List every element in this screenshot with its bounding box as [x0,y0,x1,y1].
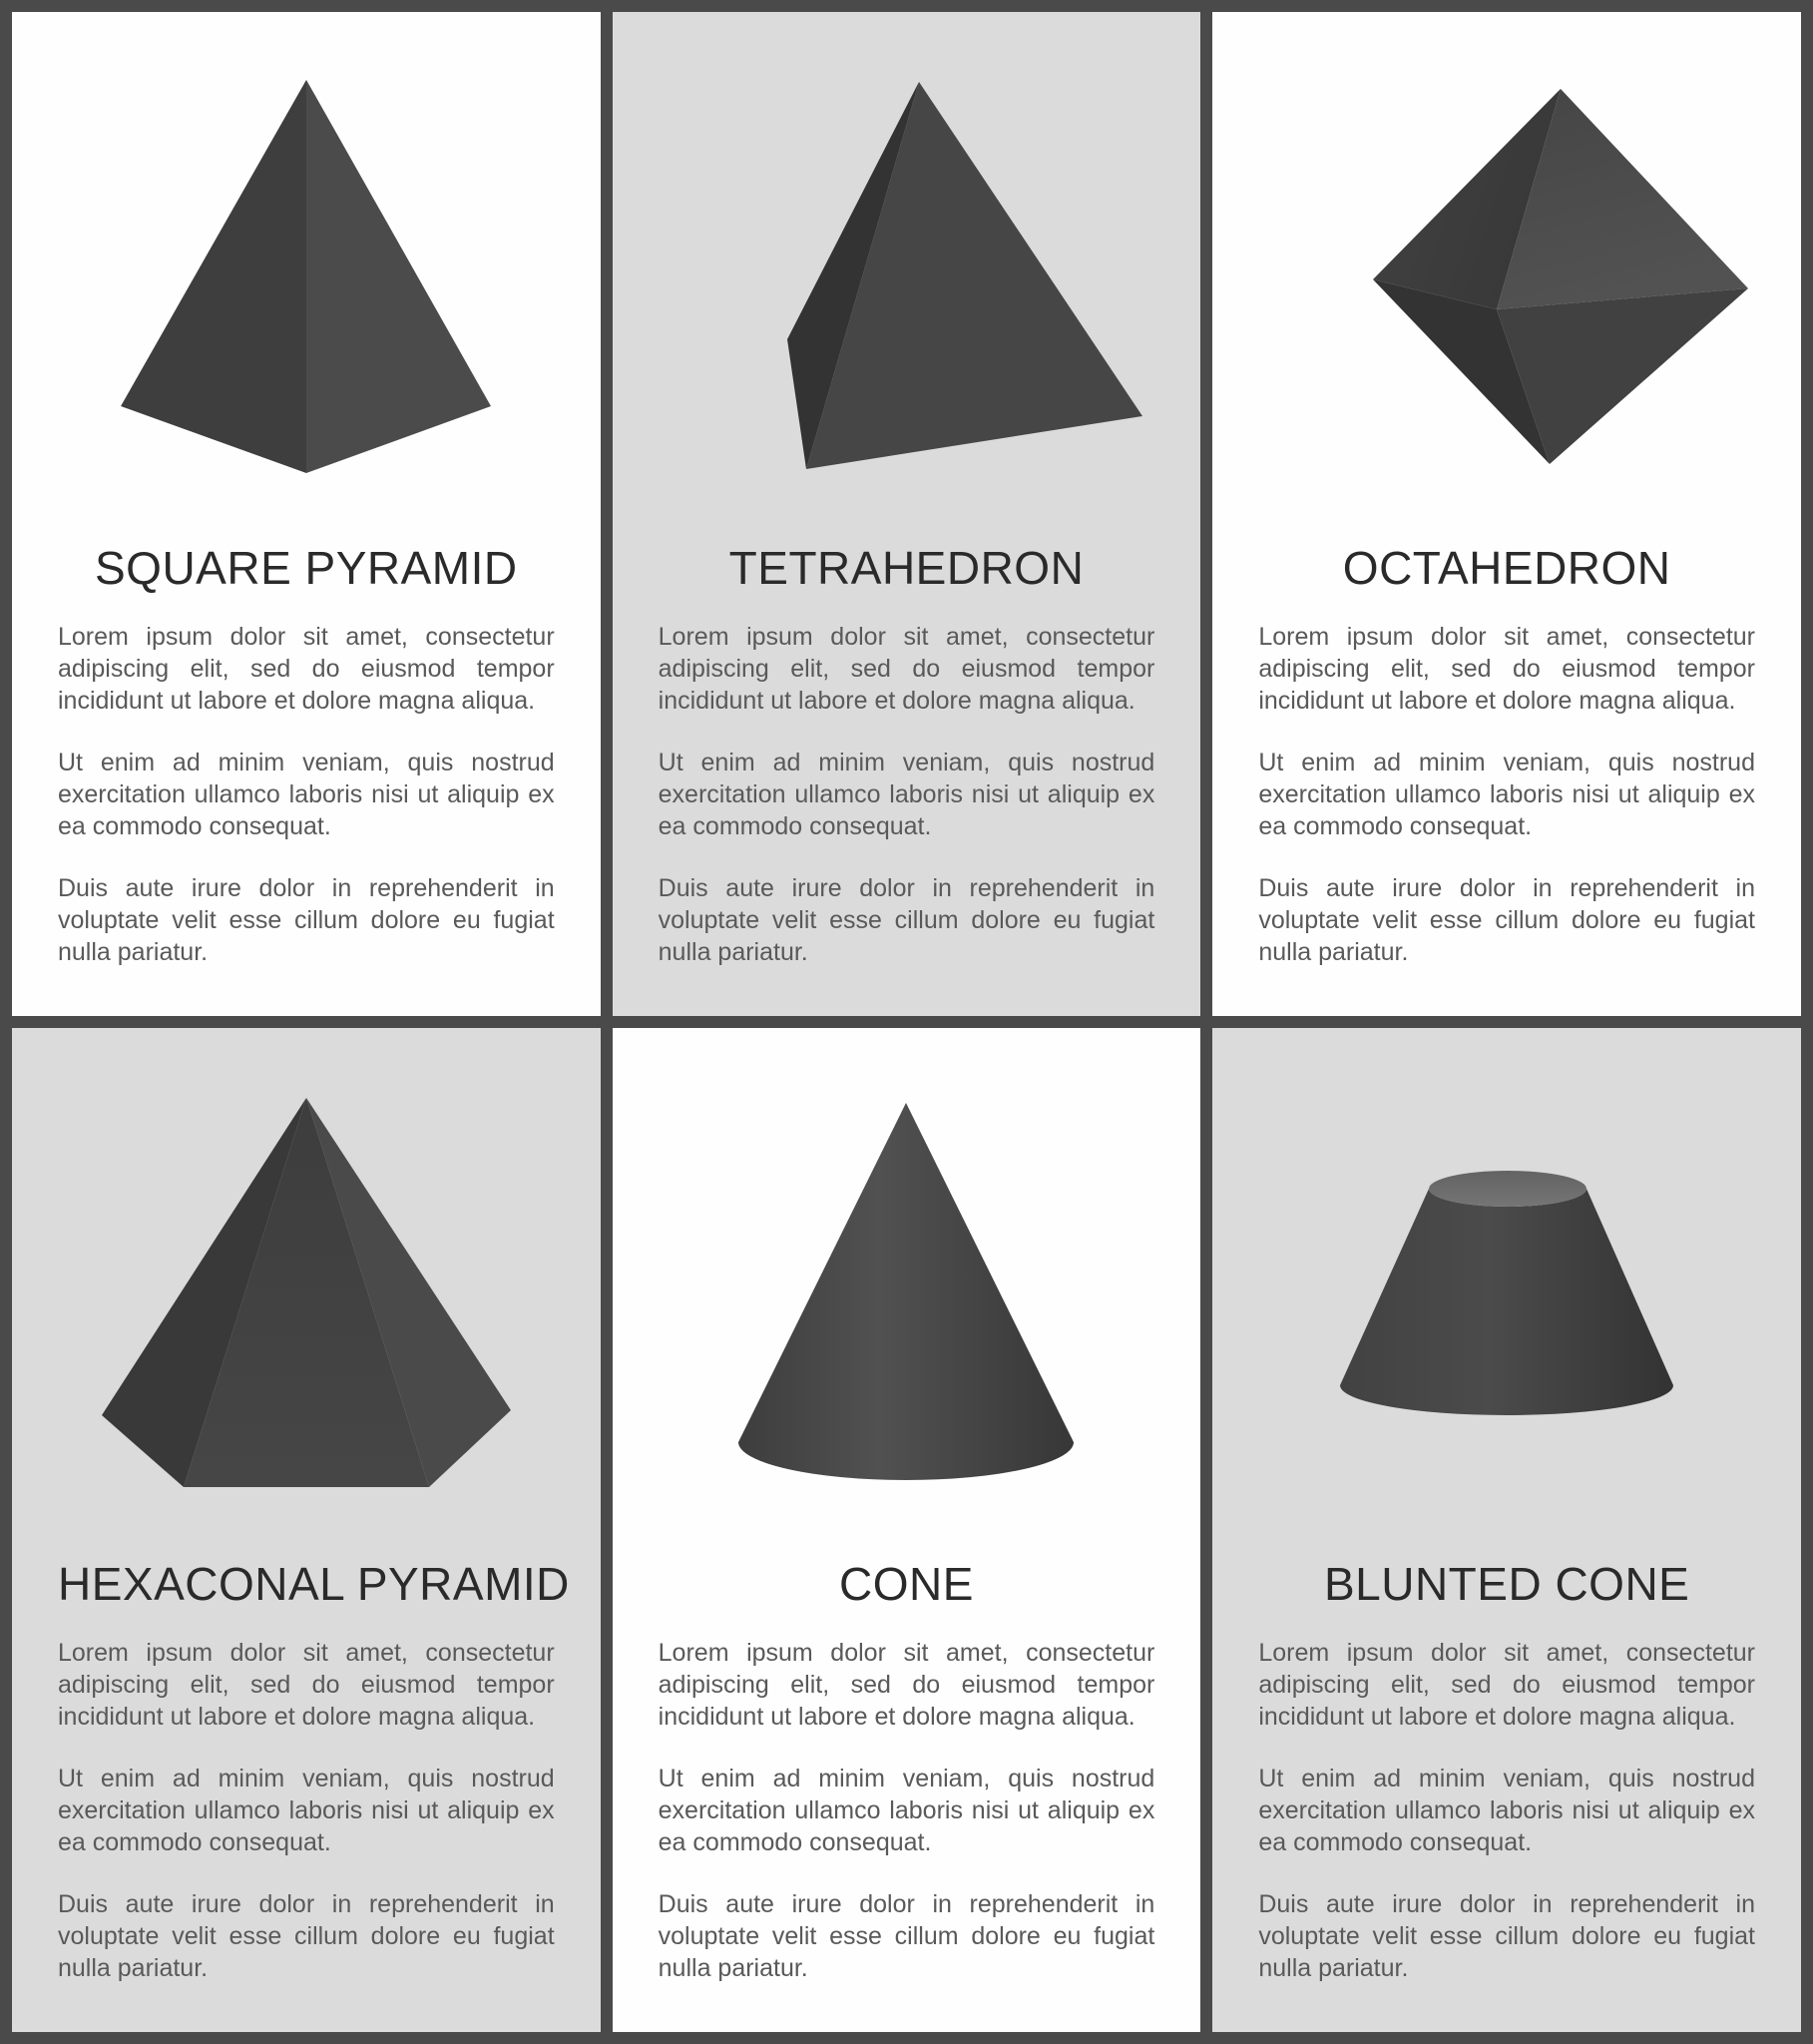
square-pyramid-icon [121,80,492,473]
card-blunted-cone [1212,1028,1801,2032]
card-paragraph: Lorem ipsum dolor sit amet, consectetur adipiscing elit, sed do eiusmod tempor incididunt ut labore et dolore magna aliqua. [1258,623,1755,715]
card-paragraph: Ut enim ad minim veniam, quis nostrud exercitation ullamco laboris nisi ut aliquip ex ea commodo consequat. [658,1765,1155,1856]
card-title: CONE [839,1558,974,1610]
card-paragraph: Duis aute irure dolor in reprehenderit in voluptate velit esse cillum dolore eu fugiat nulla pariatur. [658,1890,1155,1982]
card-title: SQUARE PYRAMID [95,542,518,594]
card-title: TETRAHEDRON [728,542,1085,594]
card-tetrahedron [613,12,1201,1016]
card-paragraph: Duis aute irure dolor in reprehenderit in voluptate velit esse cillum dolore eu fugiat nulla pariatur. [658,874,1155,966]
card-paragraph: Duis aute irure dolor in reprehenderit in voluptate velit esse cillum dolore eu fugiat nulla pariatur. [1258,874,1755,966]
blunted-cone-figure [1258,1028,1755,1557]
card-paragraph: Duis aute irure dolor in reprehenderit in voluptate velit esse cillum dolore eu fugiat nulla pariatur. [58,874,555,966]
card-paragraph: Lorem ipsum dolor sit amet, consectetur adipiscing elit, sed do eiusmod tempor incididunt ut labore et dolore magna aliqua. [658,623,1155,715]
card-paragraph: Ut enim ad minim veniam, quis nostrud exercitation ullamco laboris nisi ut aliquip ex ea commodo consequat. [1258,1765,1755,1856]
card-title: HEXACONAL PYRAMID [58,1558,570,1610]
tetrahedron-figure [659,12,1155,541]
card-paragraph: Duis aute irure dolor in reprehenderit in voluptate velit esse cillum dolore eu fugiat nulla pariatur. [58,1890,555,1982]
card-paragraph: Lorem ipsum dolor sit amet, consectetur adipiscing elit, sed do eiusmod tempor incididunt ut labore et dolore magna aliqua. [58,623,555,715]
square-pyramid-figure [58,12,555,541]
card-paragraph: Lorem ipsum dolor sit amet, consectetur adipiscing elit, sed do eiusmod tempor incididunt ut labore et dolore magna aliqua. [658,1639,1155,1731]
card-paragraph: Lorem ipsum dolor sit amet, consectetur adipiscing elit, sed do eiusmod tempor incididunt ut labore et dolore magna aliqua. [58,1639,555,1731]
card-paragraph: Ut enim ad minim veniam, quis nostrud exercitation ullamco laboris nisi ut aliquip ex ea commodo consequat. [1258,749,1755,840]
hexagonal-pyramid-icon [102,1098,511,1487]
blunted-cone-icon [1340,1171,1673,1415]
octahedron-icon [1265,89,1748,464]
card-paragraph: Ut enim ad minim veniam, quis nostrud exercitation ullamco laboris nisi ut aliquip ex ea commodo consequat. [658,749,1155,840]
cone-figure [659,1028,1155,1557]
hexagonal-pyramid-figure [58,1028,555,1557]
card-paragraph: Lorem ipsum dolor sit amet, consectetur adipiscing elit, sed do eiusmod tempor incididunt ut labore et dolore magna aliqua. [1258,1639,1755,1731]
card-square-pyramid [12,12,601,1016]
card-hexagonal-pyramid [12,1028,601,2032]
card-octahedron [1212,12,1801,1016]
card-paragraph: Ut enim ad minim veniam, quis nostrud exercitation ullamco laboris nisi ut aliquip ex ea commodo consequat. [58,749,555,840]
cone-icon [738,1103,1074,1482]
card-paragraph: Ut enim ad minim veniam, quis nostrud exercitation ullamco laboris nisi ut aliquip ex ea commodo consequat. [58,1765,555,1856]
card-cone [613,1028,1201,2032]
octahedron-figure [1258,12,1755,541]
card-title: BLUNTED CONE [1323,1558,1690,1610]
tetrahedron-icon [671,82,1142,471]
card-paragraph: Duis aute irure dolor in reprehenderit in voluptate velit esse cillum dolore eu fugiat nulla pariatur. [1258,1890,1755,1982]
card-title: OCTAHEDRON [1342,542,1671,594]
